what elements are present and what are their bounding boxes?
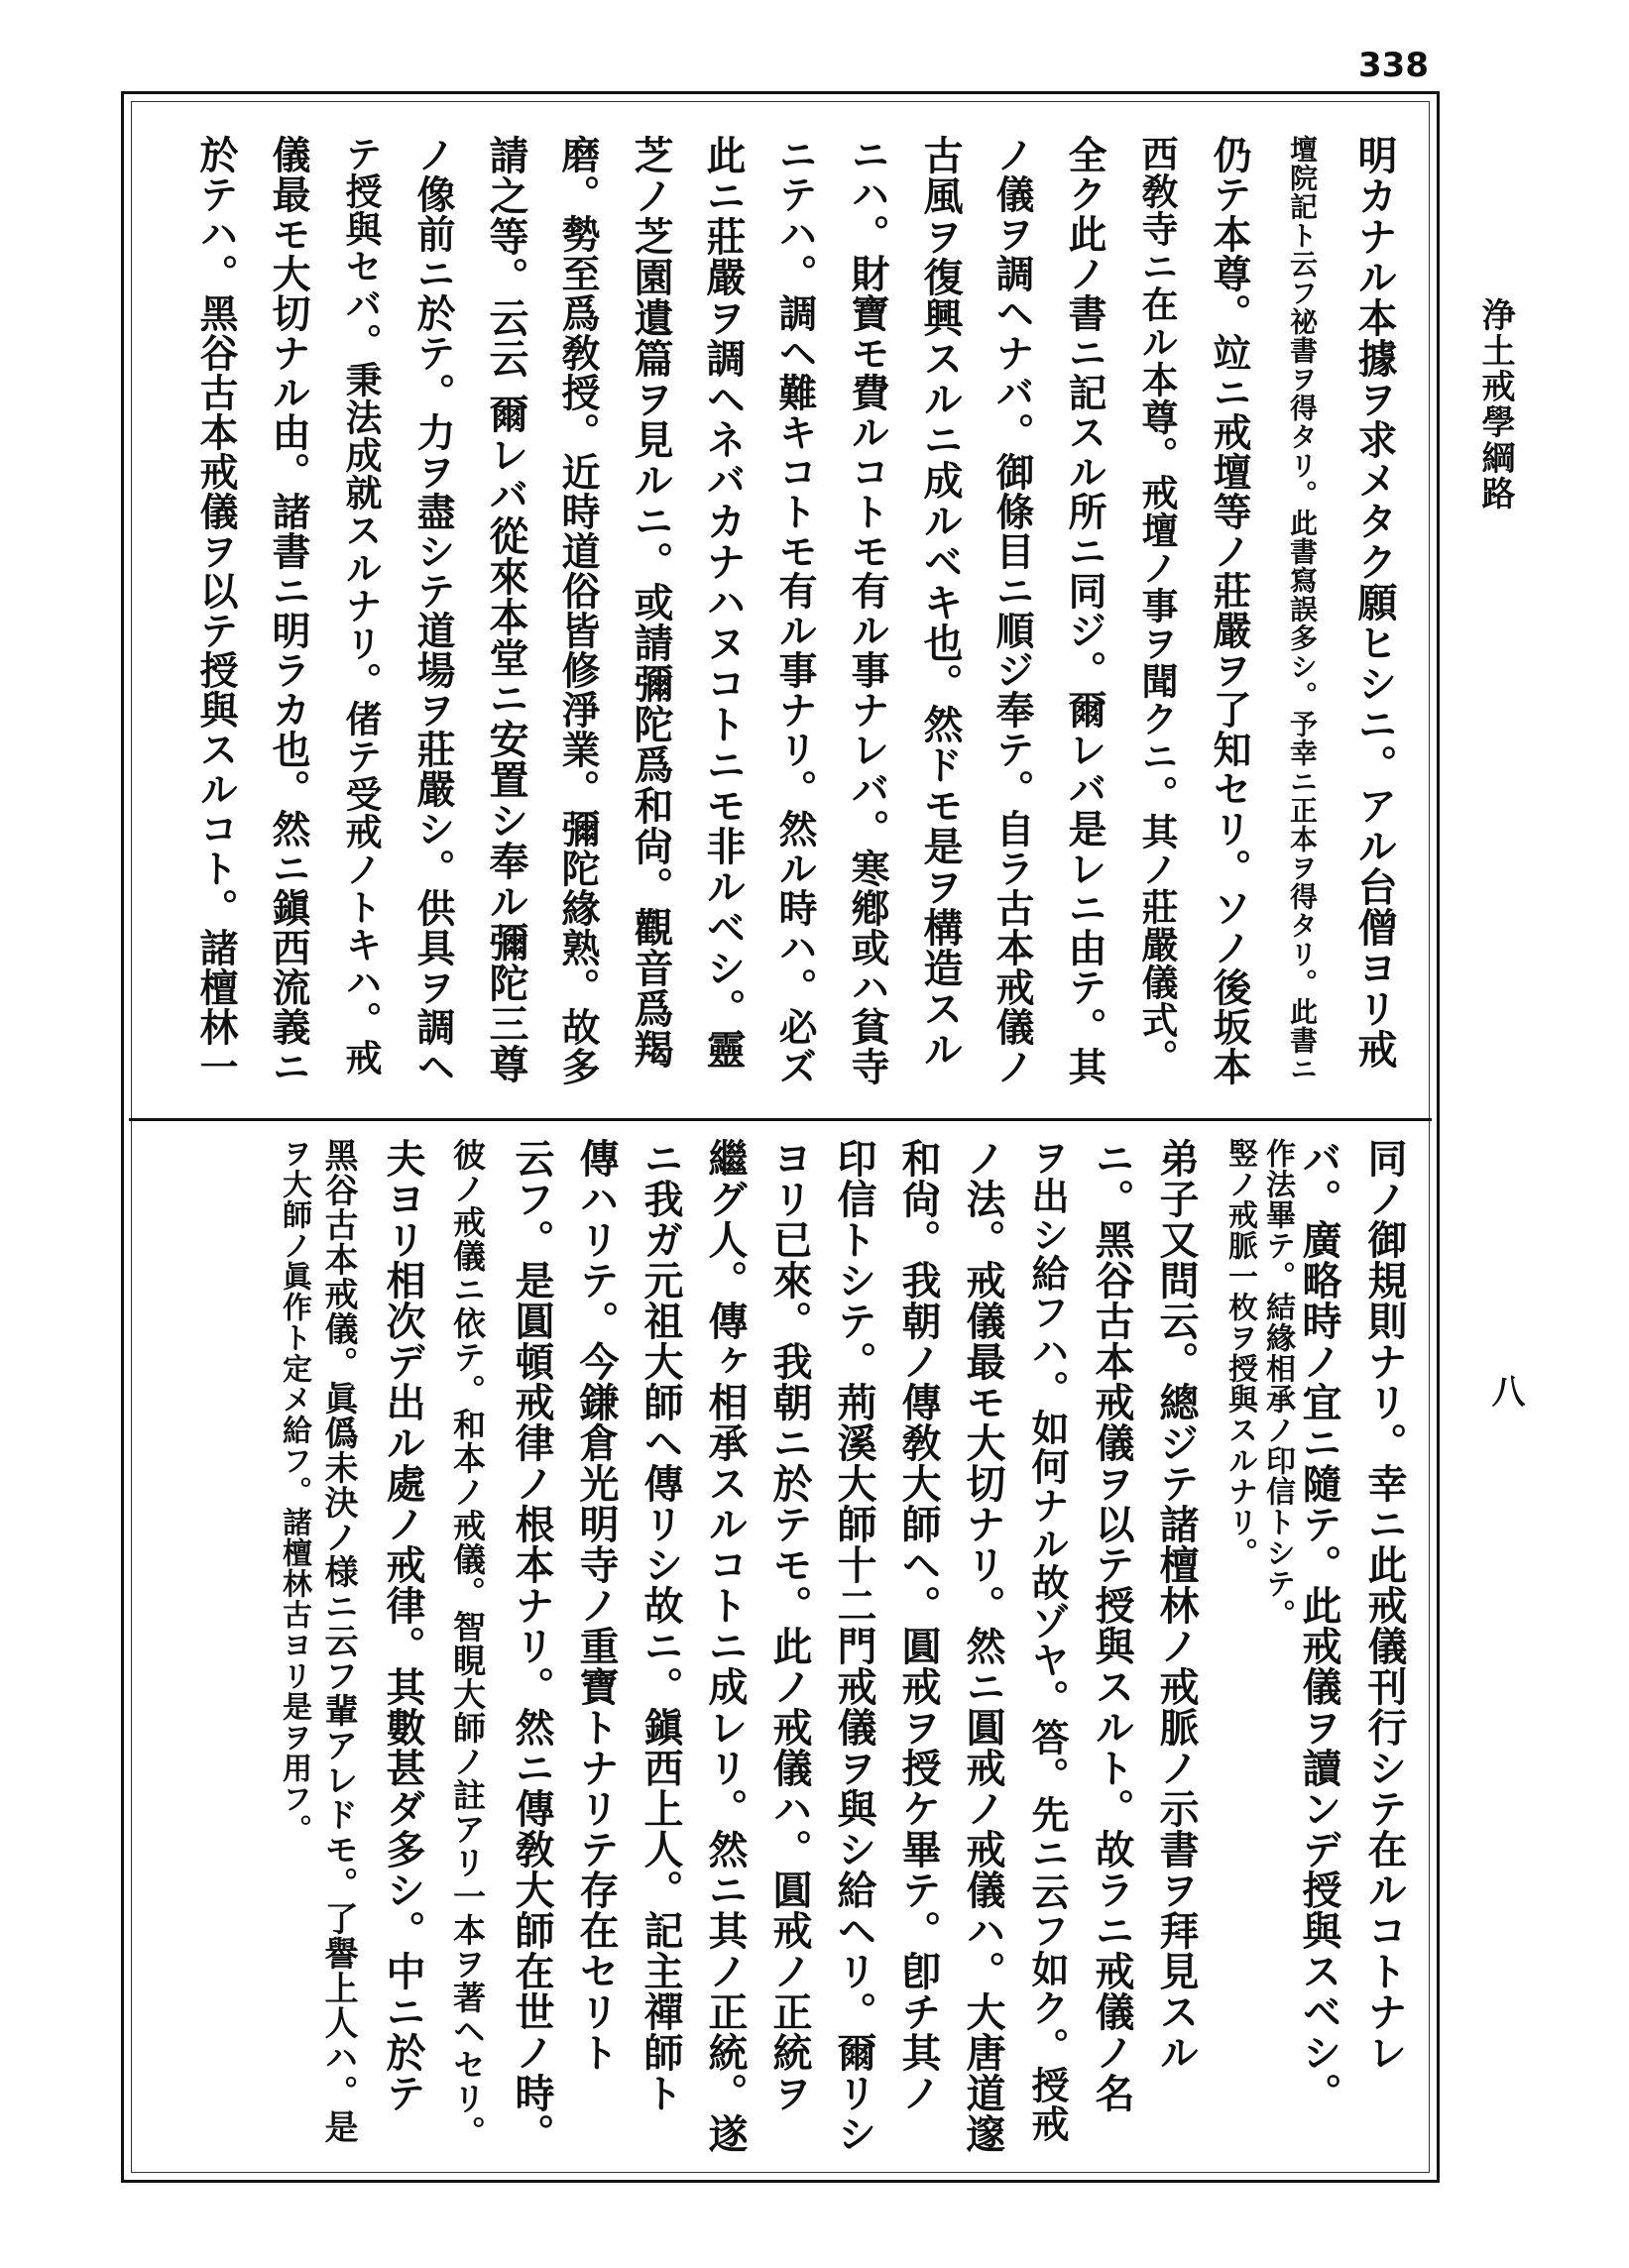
- text-column: 全ク此ノ書ニ記スル所ニ同ジ。爾レバ是レニ由テ。其: [1062, 135, 1107, 1086]
- text-column: ヲ出シ給フハ。如何ナル故ゾヤ。答。先ニ云フ如ク。授戒: [1025, 1138, 1070, 2143]
- text-column: 明カナル本據ヲ求メタク願ヒシニ。アル台僧ヨリ戒: [1351, 135, 1398, 1070]
- annotation-column: ヲ大師ノ眞作ト定メ給フ。諸檀林古ヨリ是ヲ用フ。: [277, 1138, 311, 1845]
- text-column: 於テハ。黑谷古本戒儀ヲ以テ授與スルコト。諸檀林一: [193, 135, 239, 1086]
- text-column: 芝ノ芝園遺篇ヲ見ルニ。或請彌陀爲和尙。觀音爲羯: [628, 135, 674, 1070]
- section-divider: [129, 1118, 1432, 1121]
- text-column: 印信トシテ。荊溪大師十二門戒儀ヲ與シ給ヘリ。爾リシ: [831, 1138, 877, 2154]
- text-column: 磨。勢至爲敎授。近時道俗皆修淨業。彌陀緣熟。故多: [555, 135, 601, 1086]
- text-column: ニハ。財寶モ費ルコトモ有ル事ナレバ。寒鄕或ハ貧寺: [845, 135, 890, 1086]
- text-column: 請之等。云云 爾レバ從來本堂ニ安置シ奉ル彌陀三尊: [483, 135, 529, 1084]
- text-column: 繼グ人。傳ヶ相承スルコトニ成レリ。然ニ其ノ正統。遂: [702, 1138, 749, 2154]
- text-column: 夫ヨリ相次デ出ル處ノ戒律。其數甚ダ多シ。中ニ於テ: [380, 1138, 426, 2113]
- page-number: 338: [1358, 46, 1429, 85]
- text-column: ノ儀ヲ調ヘナバ。御條目ニ順ジ奉テ。自ラ古本戒儀ノ: [989, 135, 1035, 1086]
- text-column: 云フ。是圓頓戒律ノ根本ナリ。然ニ傳敎大師在世ノ時。: [509, 1138, 555, 2154]
- folio-number: 八: [1485, 1374, 1525, 1408]
- text-column: 傳ハリテ。今鎌倉光明寺ノ重寶トナリテ存在セリト: [573, 1138, 620, 2073]
- text-column: 仍テ本尊。竝ニ戒壇等ノ莊嚴ヲ了知セリ。ソノ後坂本: [1207, 135, 1252, 1086]
- text-column: ヨリ已來。我朝ニ於テモ。此ノ戒儀ハ。圓戒ノ正統ヲ: [766, 1138, 813, 2113]
- text-column: ノ像前ニ於テ。力ヲ盡シテ道場ヲ莊嚴シ。供具ヲ調ヘ: [410, 135, 456, 1086]
- text-column: バ。廣略時ノ宜ニ隨テ。此戒儀ヲ讀ンデ授與スベシ。: [1296, 1138, 1342, 2113]
- text-column: 彼ノ戒儀ニ依テ。和本ノ戒儀。智睍大師ノ註アリ一本ヲ著ヘセリ。: [448, 1138, 487, 2149]
- text-column: 和尙。我朝ノ傳敎大師ヘ。圓戒ヲ授ケ畢テ。卽チ其ノ: [895, 1138, 942, 2113]
- annotation-column: 竪ノ戒脈一枚ヲ授與スルナリ。: [1222, 1138, 1257, 1568]
- text-column: 古風ヲ復興スルニ成ルベキ也。然ドモ是ヲ構造スル: [917, 135, 964, 1070]
- text-column: ニ。黑谷古本戒儀ヲ以テ授與スルト。故ラニ戒儀ノ名: [1089, 1138, 1135, 2113]
- text-column: ニテハ。調ヘ難キコトモ有ル事ナリ。然ル時ハ。必ズ: [772, 135, 818, 1086]
- text-column: 儀最モ大切ナル由。諸書ニ明ラカ也。然ニ鎭西流義ニ: [266, 135, 311, 1086]
- text-column: 此ニ莊嚴ヲ調ヘネバカナハヌコトニモ非ルベシ。靈: [700, 135, 747, 1070]
- text-column: ノ法。戒儀最モ大切ナリ。然ニ圓戒ノ戒儀ハ。大唐道邃: [960, 1138, 1006, 2154]
- text-column: ニ我ガ元祖大師ヘ傳リシ故ニ。鎭西上人。記主禪師ト: [638, 1138, 684, 2113]
- text-column: 同ノ御規則ナリ。幸ニ此戒儀刊行シテ在ルコトナレ: [1361, 1138, 1408, 2073]
- annotation-column: 作法畢テ。結緣相承ノ印信トシテ。: [1260, 1138, 1295, 1630]
- text-column: テ授與セバ。秉法成就スルナリ。偖テ受戒ノトキハ。戒: [339, 135, 383, 1077]
- text-column: 西敎寺ニ在ル本尊。戒壇ノ事ヲ聞クニ。其ノ莊嚴儀式。: [1135, 135, 1179, 1077]
- running-title: 浄土戒學綱路: [1475, 297, 1515, 511]
- text-column: 壇院記ト云フ祕書ヲ得タリ。此書寫誤多シ。予幸ニ正本ヲ得タリ。此書ニ: [1286, 135, 1319, 1083]
- text-column: 弟子又問云。總ジテ諸檀林ノ戒脈ノ示書ヲ拜見スル: [1153, 1138, 1200, 2073]
- text-column: 黑谷古本戒儀。眞僞未決ノ様ニ云フ輩アレドモ。了譽上人ハ。是: [318, 1138, 358, 2144]
